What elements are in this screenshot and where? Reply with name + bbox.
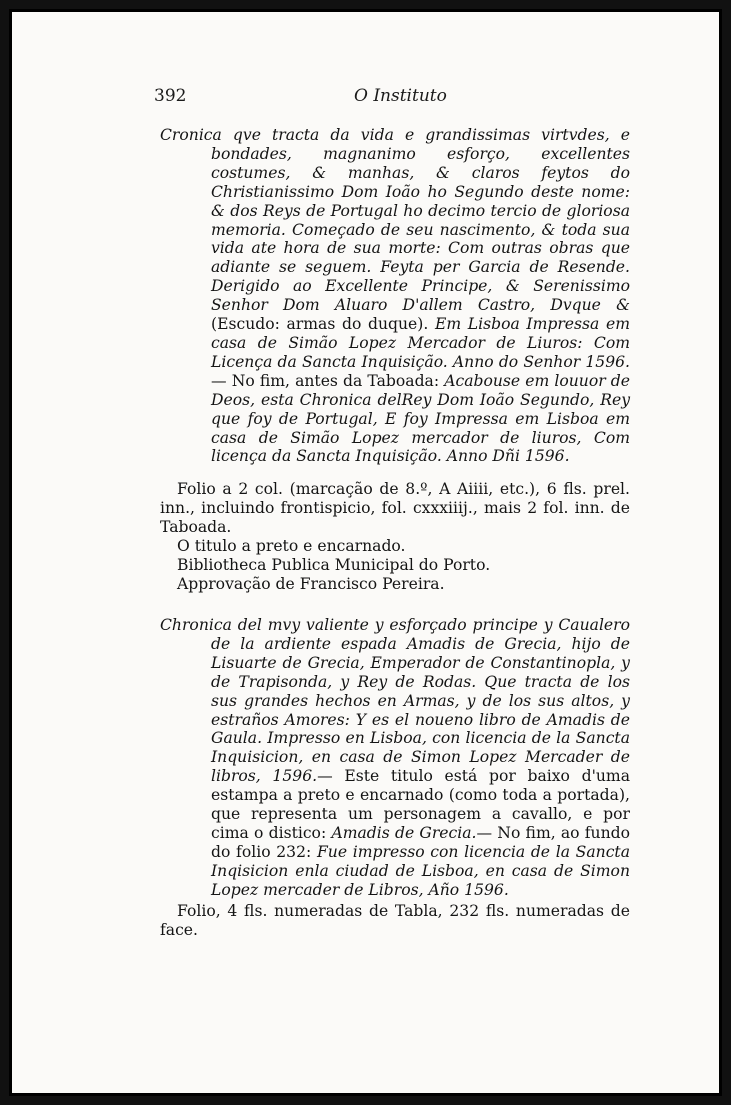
entry-title-paragraph — [160, 126, 630, 466]
colophon-intro: — No fim, antes da Taboada: — [211, 371, 440, 390]
entry-title: Cronica qve tracta da vida e grandissimas virtvdes, e bondades, magnanimo esforço, excellentes costumes, & manhas, & claros feytos do Christianissimo Dom Ioão ho Segundo deste nome: & dos Reys de Portugal ho decimo tercio de gloriosa memoria. Começado de seu nascimento, & toda sua vida ate hora de sua morte: Com outras obras que adiante se seguem. Feyta per Garcia de Resende. Derigido ao Excellente Principe, & Serenissimo Senhor Dom Aluaro D'allem Castro, Dvque & — [160, 126, 630, 315]
note-colour: O titulo a preto e encarnado. — [177, 537, 406, 556]
colophon-intro: — No fim, ao fundo do folio 232: — [211, 823, 631, 861]
colophon: Fue impresso con licencia de la Sancta Inqisicion enla ciudad de Lisboa, en casa de Simon Lopez mercader de Libros, Año 1596. — [211, 842, 630, 899]
format-description: Folio, 4 fls. numeradas de Tabla, 232 fls. numeradas de face. — [160, 902, 630, 939]
note-library: Bibliotheca Publica Municipal do Porto. — [177, 555, 491, 574]
note-approval: Approvação de Francisco Pereira. — [177, 574, 445, 593]
running-title: O Instituto — [354, 86, 447, 106]
title-description: — Este titulo está por baixo d'uma estampa a preto e encarnado (como toda a portada), que representa um personagem a cavallo, e por cima o distico: — [211, 767, 630, 842]
bibliographic-entry-chronica — [160, 616, 630, 900]
distich: Amadis de Grecia. — [331, 823, 477, 842]
bibliographic-entry-cronica — [160, 126, 630, 594]
page-header — [12, 78, 719, 108]
entry-title: Chronica del mvy valiente y esforçado principe y Caualero de la ardiente espada Amadis de Grecia, hijo de Lisuarte de Grecia, Emperador de Constantinopla, y de Trapisonda, y Rey de Rodas. Que tracta de los sus grandes hechos en Armas, y de los sus altos, y estraños Amores: Y es el noueno libro de Amadis de Gaula. Impresso en Lisboa, con licencia de la Sancta Inquisicion, en casa de Simon Lopez Mercader de libros, 1596. — [160, 616, 630, 786]
page-number: 392 — [154, 86, 187, 106]
imprint: Em Lisboa Impressa em casa de Simão Lopez Mercador de Liuros: Com Licença da Sancta Inquisição. Anno do Senhor 1596. — [211, 315, 630, 371]
entry-title-paragraph — [160, 616, 630, 900]
colophon: Acabouse em louuor de Deos, esta Chronica delRey Dom Ioão Segundo, Rey que foy de Portugal, E foy Impressa em Lisboa em casa de Simão Lopez mercador de liuros, Com licença da Sancta Inquisição. Anno Dñi 1596. — [211, 371, 630, 466]
shield-note: (Escudo: armas do duque). — [211, 315, 429, 334]
book-page — [9, 9, 722, 1096]
format-description: Folio a 2 col. (marcação de 8.º, A Aiiii, etc.), 6 fls. prel. inn., incluindo frontispicio, fol. cxxxiiij., mais 2 fol. inn. de Taboada. — [160, 480, 630, 537]
